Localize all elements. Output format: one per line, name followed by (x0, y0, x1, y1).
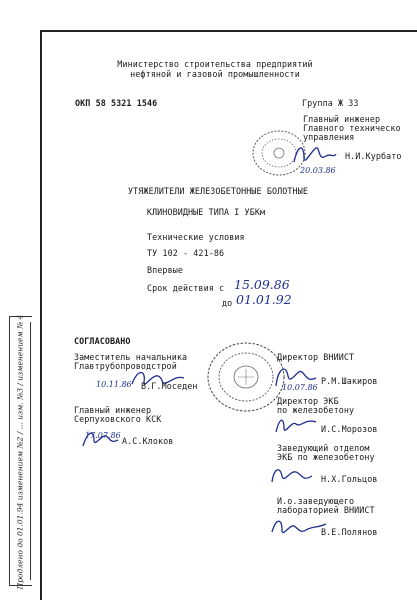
dept-head-line-2: ЭКБ по железобетону (277, 452, 375, 462)
kck-chief-date: 17.07.86 (85, 431, 121, 440)
chief-engineer-line-1: Главный инженер (303, 114, 381, 124)
document-title-line-1: УТЯЖЕЛИТЕЛИ ЖЕЛЕЗОБЕТОННЫЕ БОЛОТНЫЕ (128, 186, 308, 196)
spec-type: Технические условия (147, 232, 245, 242)
ekb-director-line-1: Директор ЭКБ (277, 396, 339, 406)
chief-engineer-line-3: управления (303, 132, 355, 142)
document-title-line-2: КЛИНОВИДНЫЕ ТИПА I УБКм (146, 207, 266, 217)
chief-engineer-date: 20.03.86 (300, 166, 336, 175)
ekb-director-name: И.С.Морозов (321, 424, 378, 434)
deputy-line-1: Заместитель начальника (74, 352, 188, 362)
kck-chief-line-1: Главный инженер (74, 405, 152, 415)
director-name: Р.М.Шакиров (321, 376, 378, 386)
ministry-line-1: Министерство строительства предприятий (117, 59, 313, 69)
validity-to-label: до (222, 298, 233, 308)
approved-label: СОГЛАСОВАНО (74, 336, 131, 346)
director-date: 10.07.86 (282, 383, 318, 392)
dept-head-signature (268, 462, 316, 490)
ministry-line-2: нефтяной и газовой промышленности (130, 69, 300, 79)
kck-chief-line-2: Серпуховского КСК (74, 414, 162, 424)
lab-head-line-1: И.о.заведующего (277, 496, 355, 506)
ekb-director-line-2: по железобетону (277, 405, 355, 415)
lab-head-line-2: лабораторией ВНИИСТ (277, 505, 375, 515)
director-title: Директор ВНИИСТ (277, 352, 355, 362)
deputy-date: 10.11.86 (96, 380, 132, 389)
frame-top-line (40, 30, 417, 32)
validity-from: 15.09.86 (234, 277, 290, 292)
chief-engineer-name: Н.И.Курбато (345, 151, 402, 161)
ekb-director-signature (272, 412, 320, 440)
margin-divider (30, 322, 31, 580)
deputy-name: В.Г.Моседен (141, 381, 198, 391)
first-issue: Впервые (147, 265, 183, 275)
validity-to: 01.01.92 (236, 292, 292, 307)
chief-engineer-line-2: Главного техническо (303, 123, 401, 133)
spec-number: ТУ 102 - 421-86 (147, 248, 225, 258)
dept-head-line-1: Заведующий отделом (277, 443, 370, 453)
frame-left-line (40, 30, 42, 600)
validity-label: Срок действия с (147, 283, 225, 293)
okp-code: ОКП 58 5321 1546 (75, 98, 158, 108)
dept-head-name: Н.Х.Гольцов (321, 474, 378, 484)
lab-head-name: В.Е.Полянов (321, 527, 378, 537)
kck-chief-name: А.С.Клоков (122, 436, 174, 446)
margin-note: Продлено до 01.01.94 изменением №2 / ... изм. №3 / изменением № 4 (15, 314, 25, 590)
deputy-line-2: Главтрубопроводстрой (74, 361, 177, 371)
group-code: Группа Ж 33 (302, 98, 359, 108)
